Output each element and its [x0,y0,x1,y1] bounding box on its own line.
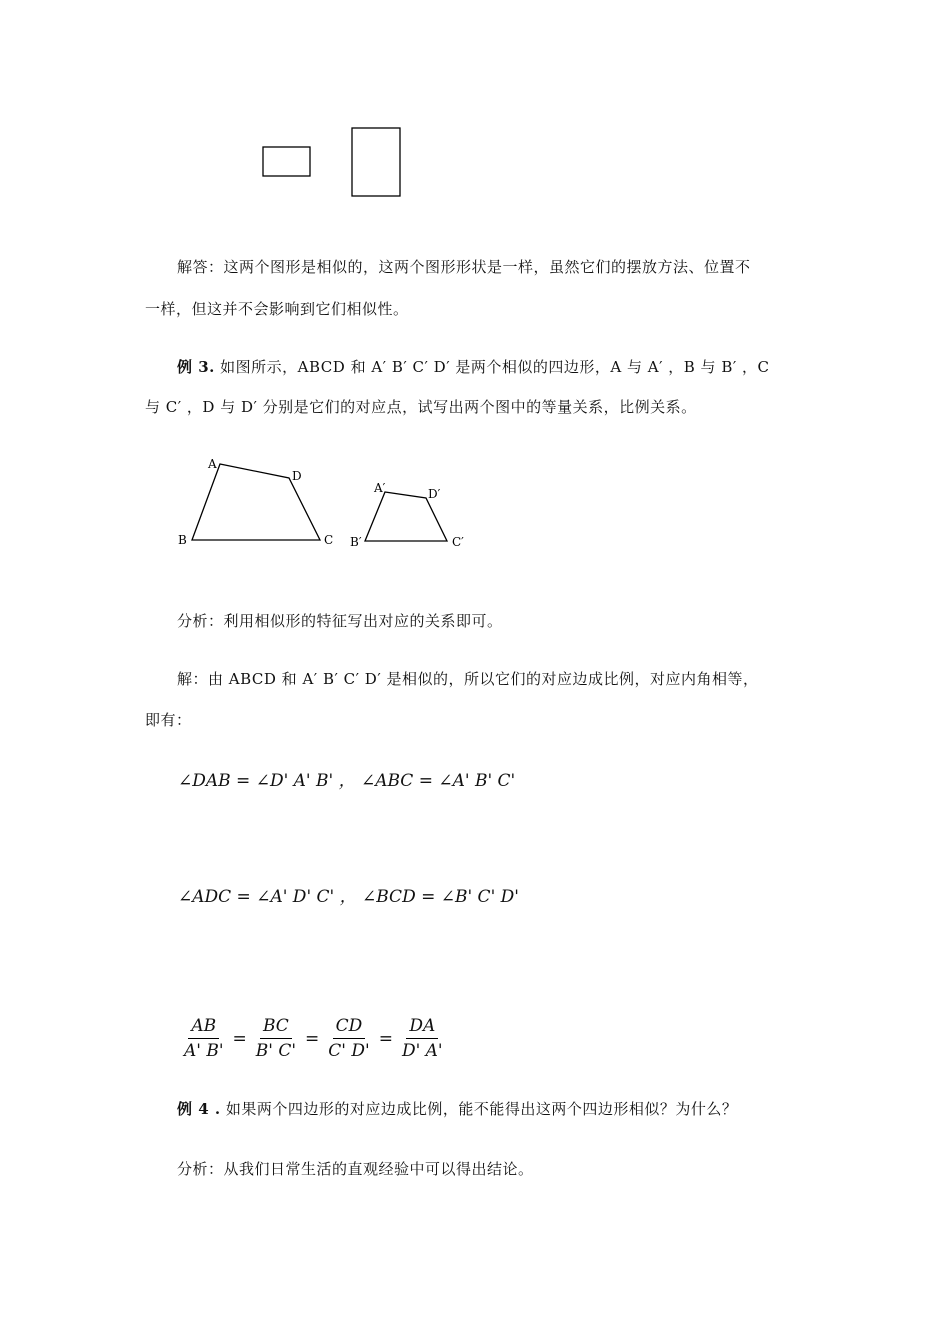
vertex-label-a: A [208,457,217,471]
example-3-line-1 [145,348,837,386]
vertex-label-d: D [292,469,302,483]
ratio-denominator: A' B' [184,1041,224,1061]
equals-sign: = [305,1028,320,1049]
ratio-numerator: CD [333,1016,366,1039]
example-4-label: 例 4 . [177,1100,221,1118]
vertex-label-a-prime: A′ [374,481,386,495]
example-3-text: 如图所示，ABCD 和 A′ B′ C′ D′ 是两个相似的四边形，A 与 A′ ，B 与 B′ ，C [214,358,770,376]
analysis-4: 分析：从我们日常生活的直观经验中可以得出结论。 [177,1160,534,1178]
equation-angles-2: ∠ADC = ∠A' D' C' ， ∠BCD = ∠B' C' D' [178,887,519,907]
answer-paragraph-cont [145,290,805,328]
solution-3-line-2: 即有： [145,711,192,729]
example-3-line-2: 与 C′ ，D 与 D′ 分别是它们的对应点，试写出两个图中的等量关系，比例关系。 [145,398,697,416]
vertex-label-c: C [324,533,334,547]
ratio-equation [178,1016,449,1061]
ratio-fraction [399,1016,446,1061]
ratio-denominator: D' A' [401,1041,443,1061]
ratio-numerator: DA [406,1016,438,1039]
equals-sign: = [378,1028,393,1049]
vertex-label-d-prime: D′ [428,487,441,501]
ratio-numerator: BC [260,1016,292,1039]
example-3-label: 例 3. [177,358,215,376]
answer-line-1: 解答：这两个图形是相似的，这两个图形形状是一样，虽然它们的摆放方法、位置不 [177,258,751,276]
vertex-label-b-prime: B′ [350,535,362,549]
rectangles-figure [255,120,415,205]
answer-line-2: 一样，但这并不会影响到它们相似性。 [145,300,409,318]
analysis-3: 分析：利用相似形的特征写出对应的关系即可。 [177,612,503,630]
answer-paragraph [145,248,837,286]
equals-sign: = [232,1028,247,1049]
example-4 [145,1090,837,1128]
solution-3-line-1: 解：由 ABCD 和 A′ B′ C′ D′ 是相似的，所以它们的对应边成比例，对应内角相等， [177,670,759,688]
ratio-denominator: C' D' [328,1041,370,1061]
ratio-fraction [181,1016,227,1061]
vertex-label-c-prime: C′ [452,535,464,549]
equation-angles-1: ∠DAB = ∠D' A' B' ， ∠ABC = ∠A' B' C' [178,771,516,791]
vertex-label-b: B [178,533,187,547]
example-4-text: 如果两个四边形的对应边成比例，能不能得出这两个四边形相似？为什么？ [220,1100,738,1118]
ratio-fraction [325,1016,372,1061]
ratio-numerator: AB [188,1016,219,1039]
ratio-denominator: B' C' [255,1041,297,1061]
ratio-fraction [253,1016,299,1061]
quadrilaterals-figure [172,450,477,555]
